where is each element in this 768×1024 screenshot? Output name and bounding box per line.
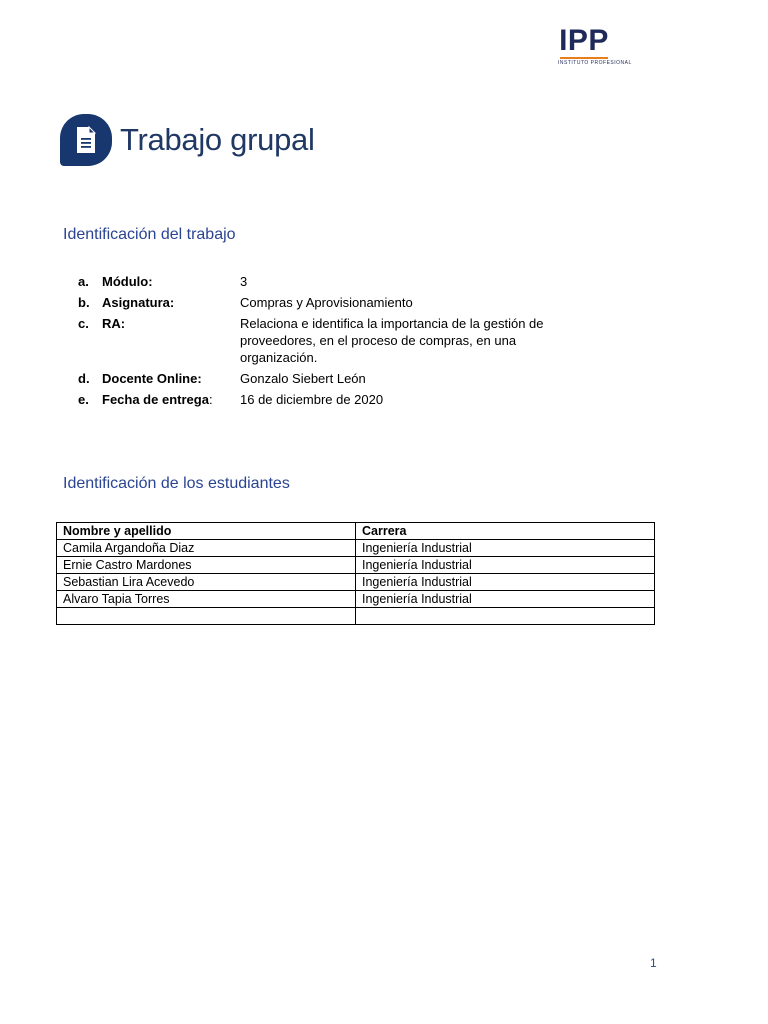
item-label: Asignatura: [102, 295, 175, 310]
table-row-empty [57, 608, 655, 625]
document-icon [60, 114, 112, 166]
item-letter: b. [78, 295, 90, 310]
student-name-cell: Camila Argandoña Diaz [57, 540, 356, 557]
logo-underline [560, 57, 608, 59]
career-cell [356, 608, 655, 625]
item-value: Relaciona e identifica la importancia de la gestión de proveedores, en el proceso de compras, en una organización. [240, 316, 544, 365]
career-cell: Ingeniería Industrial [356, 540, 655, 557]
career-cell: Ingeniería Industrial [356, 591, 655, 608]
page-number: 1 [650, 956, 657, 970]
item-letter: d. [78, 371, 90, 386]
item-value: Gonzalo Siebert León [240, 371, 366, 386]
student-name-cell: Alvaro Tapia Torres [57, 591, 356, 608]
student-name-cell: Ernie Castro Mardones [57, 557, 356, 574]
item-value: Compras y Aprovisionamiento [240, 295, 413, 310]
title-row [60, 114, 315, 166]
section-heading-trabajo: Identificación del trabajo [63, 226, 236, 243]
page-title: Trabajo grupal [120, 122, 315, 157]
career-cell: Ingeniería Industrial [356, 574, 655, 591]
ipp-logo-text: IPP [559, 24, 609, 57]
table-row [57, 540, 655, 557]
work-details-list [78, 273, 580, 408]
header-carrera: Carrera [356, 523, 655, 540]
students-table [56, 522, 655, 625]
info-item-asignatura [78, 294, 580, 311]
section-heading-estudiantes: Identificación de los estudiantes [63, 475, 290, 492]
header-nombre: Nombre y apellido [57, 523, 356, 540]
info-item-modulo [78, 273, 580, 290]
item-letter: a. [78, 274, 89, 289]
ipp-logo [558, 24, 632, 66]
item-letter: e. [78, 392, 89, 407]
item-label: Fecha de entrega [102, 392, 209, 407]
item-label: RA: [102, 316, 126, 331]
info-item-docente [78, 370, 580, 387]
table-row [57, 591, 655, 608]
item-value: 3 [240, 274, 248, 289]
info-item-fecha [78, 391, 580, 408]
item-value: 16 de diciembre de 2020 [240, 392, 384, 407]
table-header-row [57, 523, 655, 540]
student-name-cell [57, 608, 356, 625]
item-label: Docente Online: [102, 371, 202, 386]
item-label-suffix: : [208, 392, 213, 407]
table-row [57, 574, 655, 591]
item-label: Módulo: [102, 274, 153, 289]
item-letter: c. [78, 316, 89, 331]
table-row [57, 557, 655, 574]
info-item-ra [78, 315, 580, 366]
student-name-cell: Sebastian Lira Acevedo [57, 574, 356, 591]
ipp-logo-subtext: INSTITUTO PROFESIONAL [558, 60, 632, 66]
career-cell: Ingeniería Industrial [356, 557, 655, 574]
